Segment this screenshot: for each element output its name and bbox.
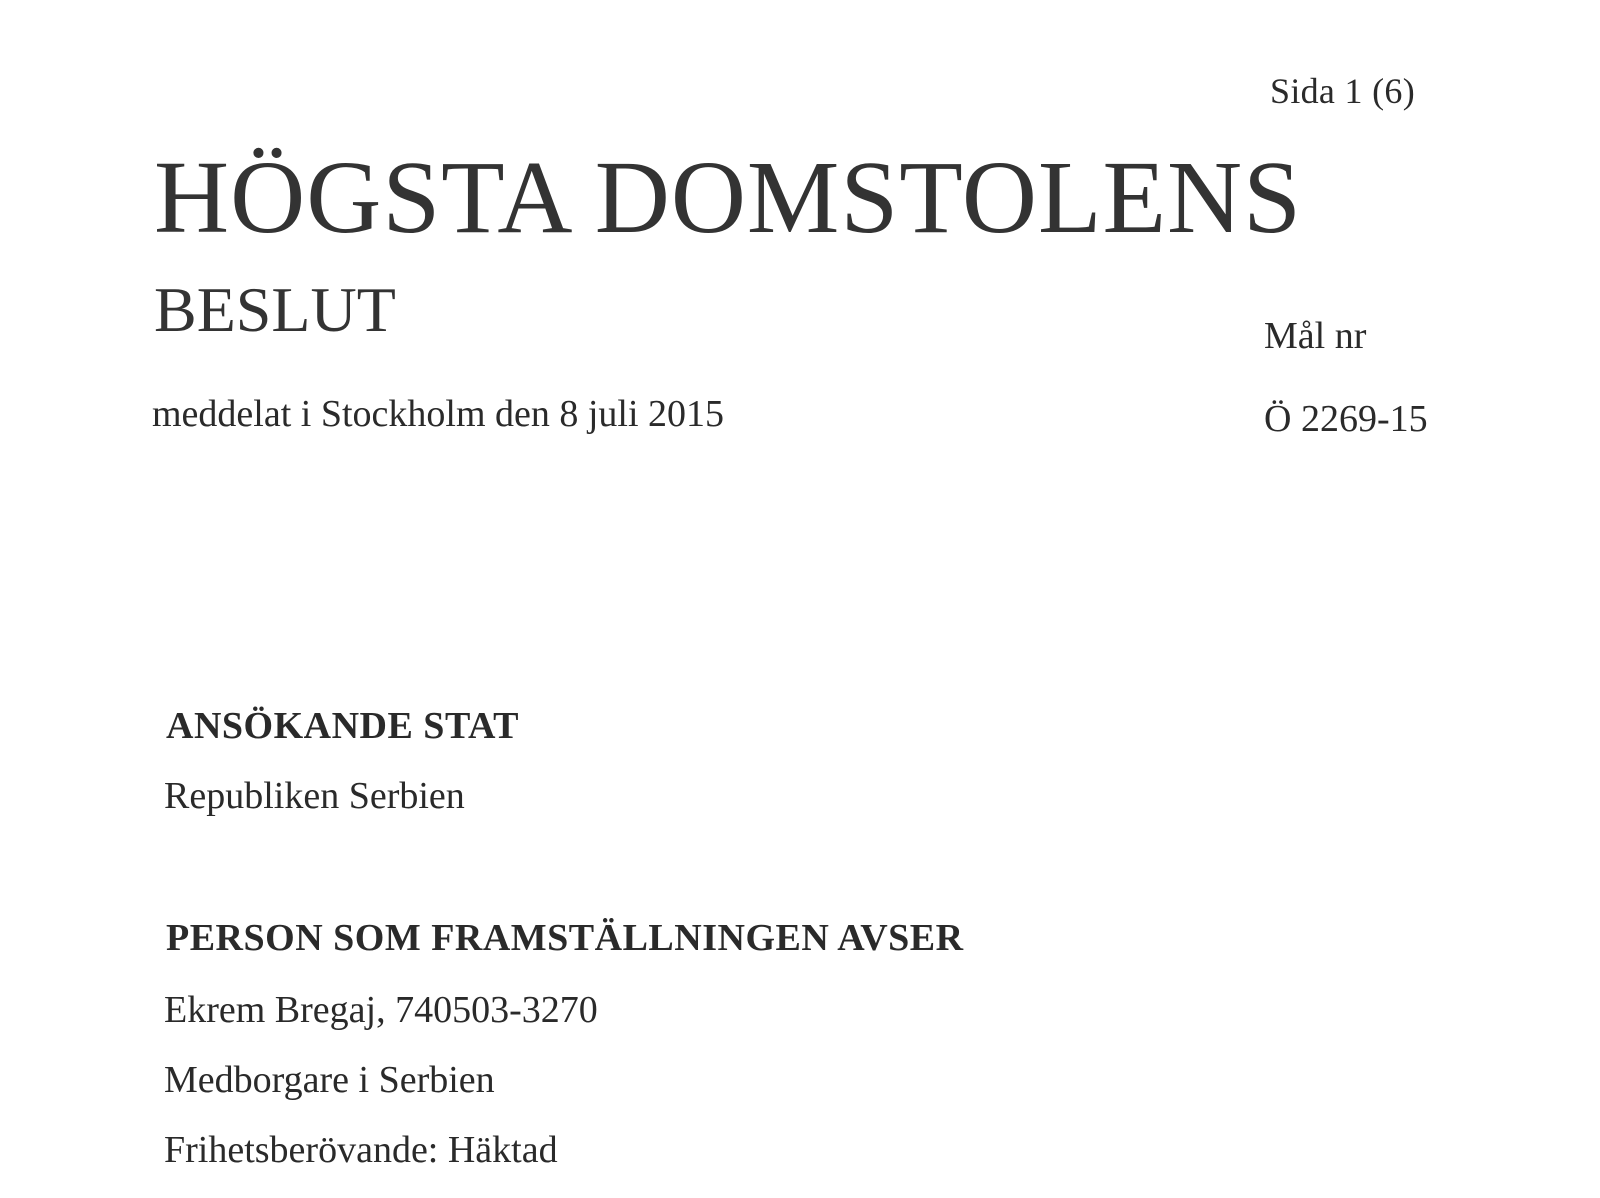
case-number-label: Mål nr	[1264, 315, 1367, 357]
issued-date-line: meddelat i Stockholm den 8 juli 2015	[152, 393, 725, 435]
page-number: Sida 1 (6)	[1270, 71, 1415, 111]
document-type: BESLUT	[154, 274, 396, 345]
requesting-state-name: Republiken Serbien	[164, 775, 465, 817]
court-title: HÖGSTA DOMSTOLENS	[154, 140, 1302, 255]
person-detention-status: Frihetsberövande: Häktad	[164, 1129, 558, 1171]
person-name-id: Ekrem Bregaj, 740503-3270	[164, 989, 598, 1031]
person-citizenship: Medborgare i Serbien	[164, 1059, 495, 1101]
case-number: Ö 2269-15	[1264, 398, 1428, 440]
section-heading-requesting-state: ANSÖKANDE STAT	[166, 705, 519, 747]
section-heading-person: PERSON SOM FRAMSTÄLLNINGEN AVSER	[166, 917, 964, 959]
